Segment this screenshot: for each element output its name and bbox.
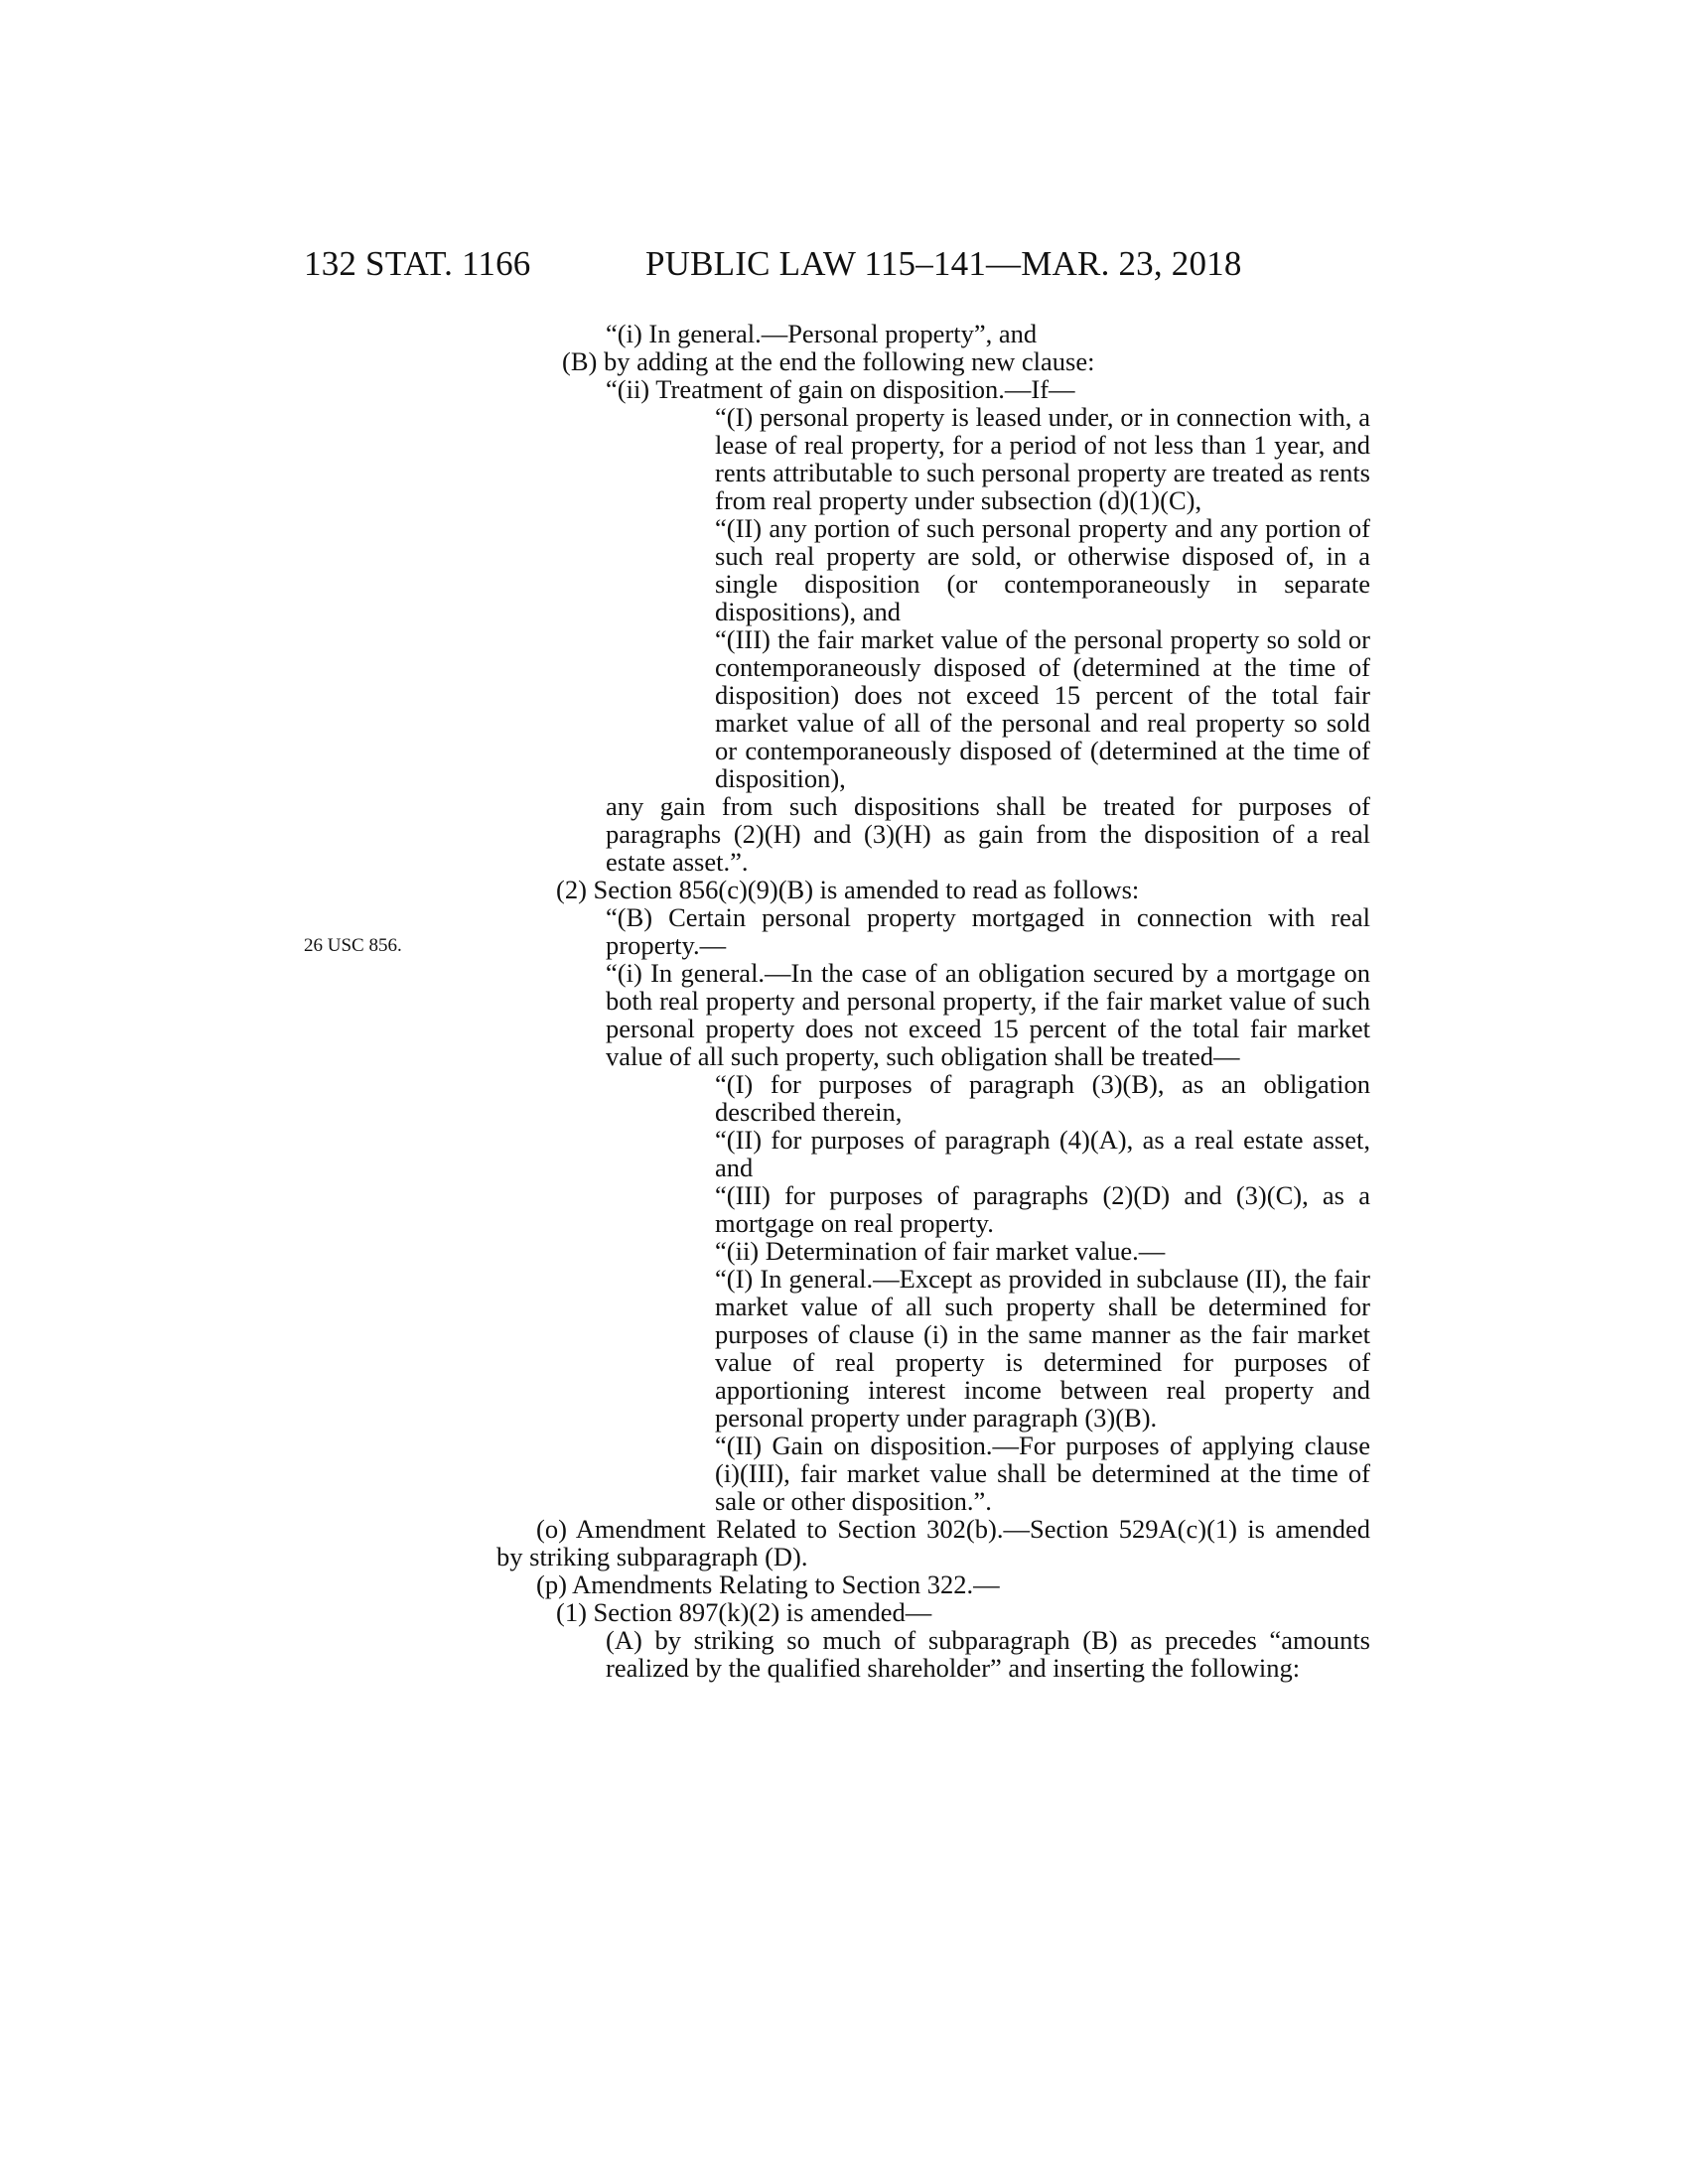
statute-body — [496, 320, 1370, 1682]
subclause-II — [496, 514, 1370, 625]
subsection-p: (p) Amendments Relating to Section 322.— — [536, 1570, 1000, 1599]
subclause-I-mortgage: “(I) for purposes of paragraph (3)(B), as an obligation described therein, — [715, 1069, 1370, 1127]
subparagraph-a-striking: (A) by striking so much of subparagraph (B) as precedes “amounts realized by the qualified shareholder” and inserting the following: — [606, 1625, 1370, 1683]
subclause-II-gain: “(II) Gain on disposition.—For purposes of applying clause (i)(III), fair market value shall be determined at the time of sale or other disposition.”. — [715, 1431, 1370, 1516]
margin-note-usc: 26 USC 856. — [304, 935, 402, 956]
page-running-title: PUBLIC LAW 115–141—MAR. 23, 2018 — [645, 244, 1242, 283]
subclause-III-mortgage: “(III) for purposes of paragraphs (2)(D) and (3)(C), as a mortgage on real property. — [715, 1180, 1370, 1238]
subparagraph-b-heading: “(B) Certain personal property mortgaged in connection with real property.— — [606, 902, 1370, 960]
subclause-I-text: “(I) personal property is leased under, or in connection with, a lease of real property, for a period of not less than 1 year, and rents attributable to such personal property are treated as rents from real property under subsection (d)(1)(C), — [715, 402, 1370, 515]
page-stat-citation: 132 STAT. 1166 — [304, 244, 531, 283]
subsection-o: (o) Amendment Related to Section 302(b).—Section 529A(c)(1) is amended by striking subparagraph (D). — [496, 1514, 1370, 1571]
subparagraph-b: (B) by adding at the end the following new clause: — [562, 346, 1095, 376]
paragraph-1-897: (1) Section 897(k)(2) is amended— — [556, 1597, 932, 1627]
clause-ii-fmv-heading: “(ii) Determination of fair market value.— — [715, 1236, 1166, 1266]
subclause-II-text: “(II) any portion of such personal property and any portion of such real property are sold, or otherwise disposed of, in a single disposition (or contemporaneously in separate dispositions), and — [715, 513, 1370, 626]
clause-i-general: “(i) In general.—Personal property”, and — [606, 319, 1038, 348]
subclause-I-fmv: “(I) In general.—Except as provided in subclause (II), the fair market value of all such property shall be determined for purposes of clause (i) in the same manner as the fair market value of real property is determined for purposes of apportioning interest income between real property and personal property under paragraph (3)(B). — [715, 1264, 1370, 1433]
subclause-I — [496, 403, 1370, 514]
clause-ii-heading: “(ii) Treatment of gain on disposition.—If— — [606, 374, 1075, 404]
subclause-III — [496, 625, 1370, 792]
paragraph-2: (2) Section 856(c)(9)(B) is amended to read as follows: — [556, 875, 1140, 904]
subclause-III-text: “(III) the fair market value of the personal property so sold or contemporaneously disposed of (determined at the time of disposition) does not exceed 15 percent of the total fair market value of all of the personal and real property so sold or contemporaneously disposed of (determined at the time of disposition), — [715, 624, 1370, 793]
clause-i-mortgage: “(i) In general.—In the case of an obligation secured by a mortgage on both real property and personal property, if the fair market value of such personal property does not exceed 15 percent of the total fair market value of all such property, such obligation shall be treated— — [606, 958, 1370, 1071]
subclause-II-mortgage: “(II) for purposes of paragraph (4)(A), as a real estate asset, and — [715, 1125, 1370, 1182]
closing-flush-text: any gain from such dispositions shall be treated for purposes of paragraphs (2)(H) and (3)(H) as gain from the disposition of a real estate asset.”. — [606, 791, 1370, 877]
